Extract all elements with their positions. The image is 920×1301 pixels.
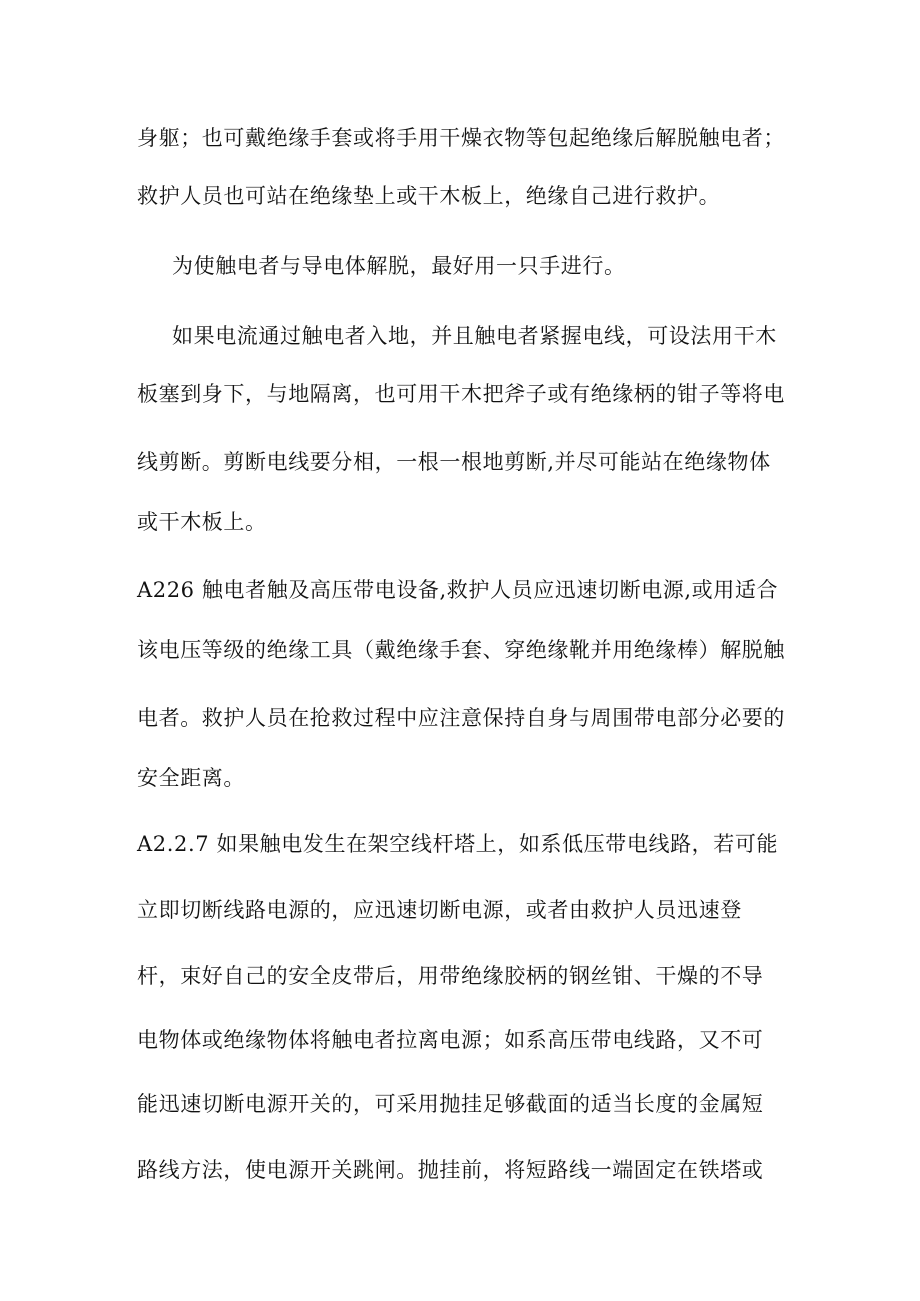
text-line: 立即切断线路电源的，应迅速切断电源，或者由救护人员迅速登	[137, 898, 742, 922]
section-line: A2.2.7 如果触电发生在架空线杆塔上，如系低压带电线路，若可能	[137, 832, 779, 856]
paragraph-first-line: 为使触电者与导电体解脱，最好用一只手进行。	[172, 254, 626, 278]
text-line: 救护人员也可站在绝缘垫上或干木板上，绝缘自己进行救护。	[137, 184, 721, 208]
text-line: 电物体或绝缘物体将触电者拉离电源；如系高压带电线路，又不可	[137, 1028, 764, 1052]
text-line: 杆，束好自己的安全皮带后，用带绝缘胶柄的钢丝钳、干燥的不导	[137, 964, 764, 988]
text-line: 能迅速切断电源开关的，可采用抛挂足够截面的适当长度的金属短	[137, 1092, 764, 1116]
text-line: 板塞到身下，与地隔离，也可用干木把斧子或有绝缘柄的钳子等将电	[137, 382, 785, 406]
paragraph-first-line: 如果电流通过触电者入地，并且触电者紧握电线，可设法用干木	[172, 324, 777, 348]
text-line: 线剪断。剪断电线要分相，一根一根地剪断,并尽可能站在绝缘物体	[137, 450, 771, 474]
text-line: 电者。救护人员在抢救过程中应注意保持自身与周围带电部分必要的	[137, 706, 785, 730]
text-line: 安全距离。	[137, 766, 245, 790]
section-line: A226 触电者触及高压带电设备,救护人员应迅速切断电源,或用适合	[137, 578, 779, 602]
text-line: 或干木板上。	[137, 510, 267, 534]
text-line: 路线方法，使电源开关跳闸。抛挂前，将短路线一端固定在铁塔或	[137, 1158, 764, 1182]
text-line: 身躯；也可戴绝缘手套或将手用干燥衣物等包起绝缘后解脱触电者；	[137, 126, 785, 150]
text-line: 该电压等级的绝缘工具（戴绝缘手套、穿绝缘靴并用绝缘棒）解脱触	[137, 638, 785, 662]
